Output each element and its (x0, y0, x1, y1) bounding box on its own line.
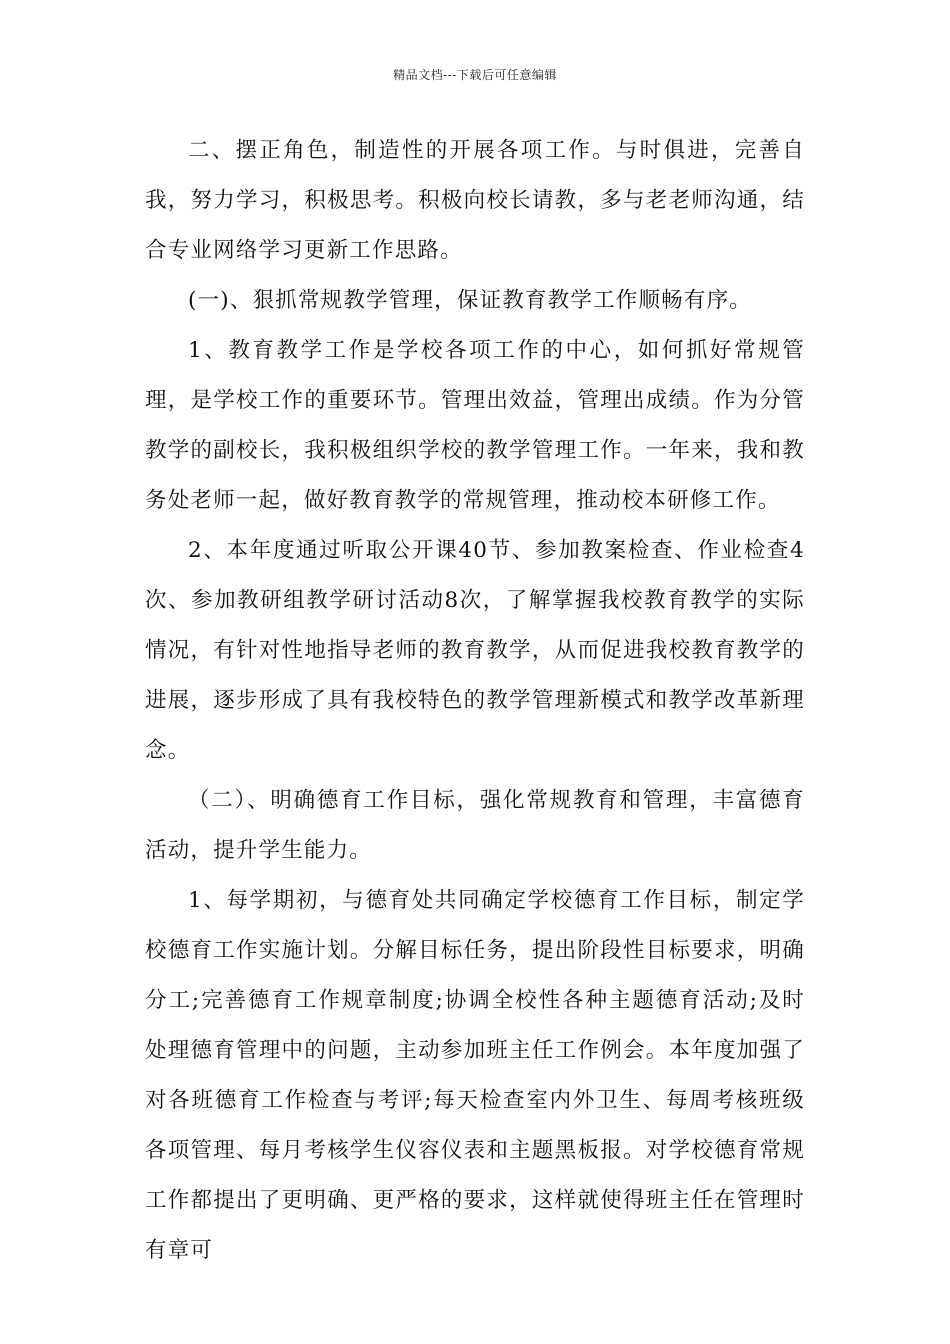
document-body (145, 126, 805, 1276)
paragraph-annual-activities: 2、本年度通过听取公开课40节、参加教案检查、作业检查4次、参加教研组教学研讨活动8次，了解掌握我校教育教学的实际情况，有针对性地指导老师的教育教学，从而促进我校教育教学的进展，逐步形成了具有我校特色的教学管理新模式和教学改革新理念。 (145, 538, 805, 763)
paragraph-teaching-management: 1、教育教学工作是学校各项工作的中心，如何抓好常规管理，是学校工作的重要环节。管理出效益，管理出成绩。作为分管教学的副校长，我积极组织学校的教学管理工作。一年来，我和教务处老师一起，做好教育教学的常规管理，推动校本研修工作。 (145, 338, 805, 513)
paragraph-section-2-heading: （二）、明确德育工作目标，强化常规教育和管理，丰富德育活动，提升学生能力。 (145, 788, 805, 863)
page-header: 精品文档---下载后可任意编辑 (393, 68, 557, 82)
paragraph-moral-education: 1、每学期初，与德育处共同确定学校德育工作目标，制定学校德育工作实施计划。分解目标任务，提出阶段性目标要求，明确分工;完善德育工作规章制度;协调全校性各种主题德育活动;及时处理德育管理中的问题，主动参加班主任工作例会。本年度加强了对各班德育工作检查与考评;每天检查室内外卫生、每周考核班级各项管理、每月考核学生仪容仪表和主题黑板报。对学校德育常规工作都提出了更明确、更严格的要求，这样就使得班主任在管理时有章可 (145, 888, 805, 1263)
paragraph-section-1-heading: (一)、狠抓常规教学管理，保证教育教学工作顺畅有序。 (188, 288, 752, 313)
paragraph-role-positioning: 二、摆正角色，制造性的开展各项工作。与时俱进，完善自我，努力学习，积极思考。积极向校长请教，多与老老师沟通，结合专业网络学习更新工作思路。 (145, 138, 805, 263)
